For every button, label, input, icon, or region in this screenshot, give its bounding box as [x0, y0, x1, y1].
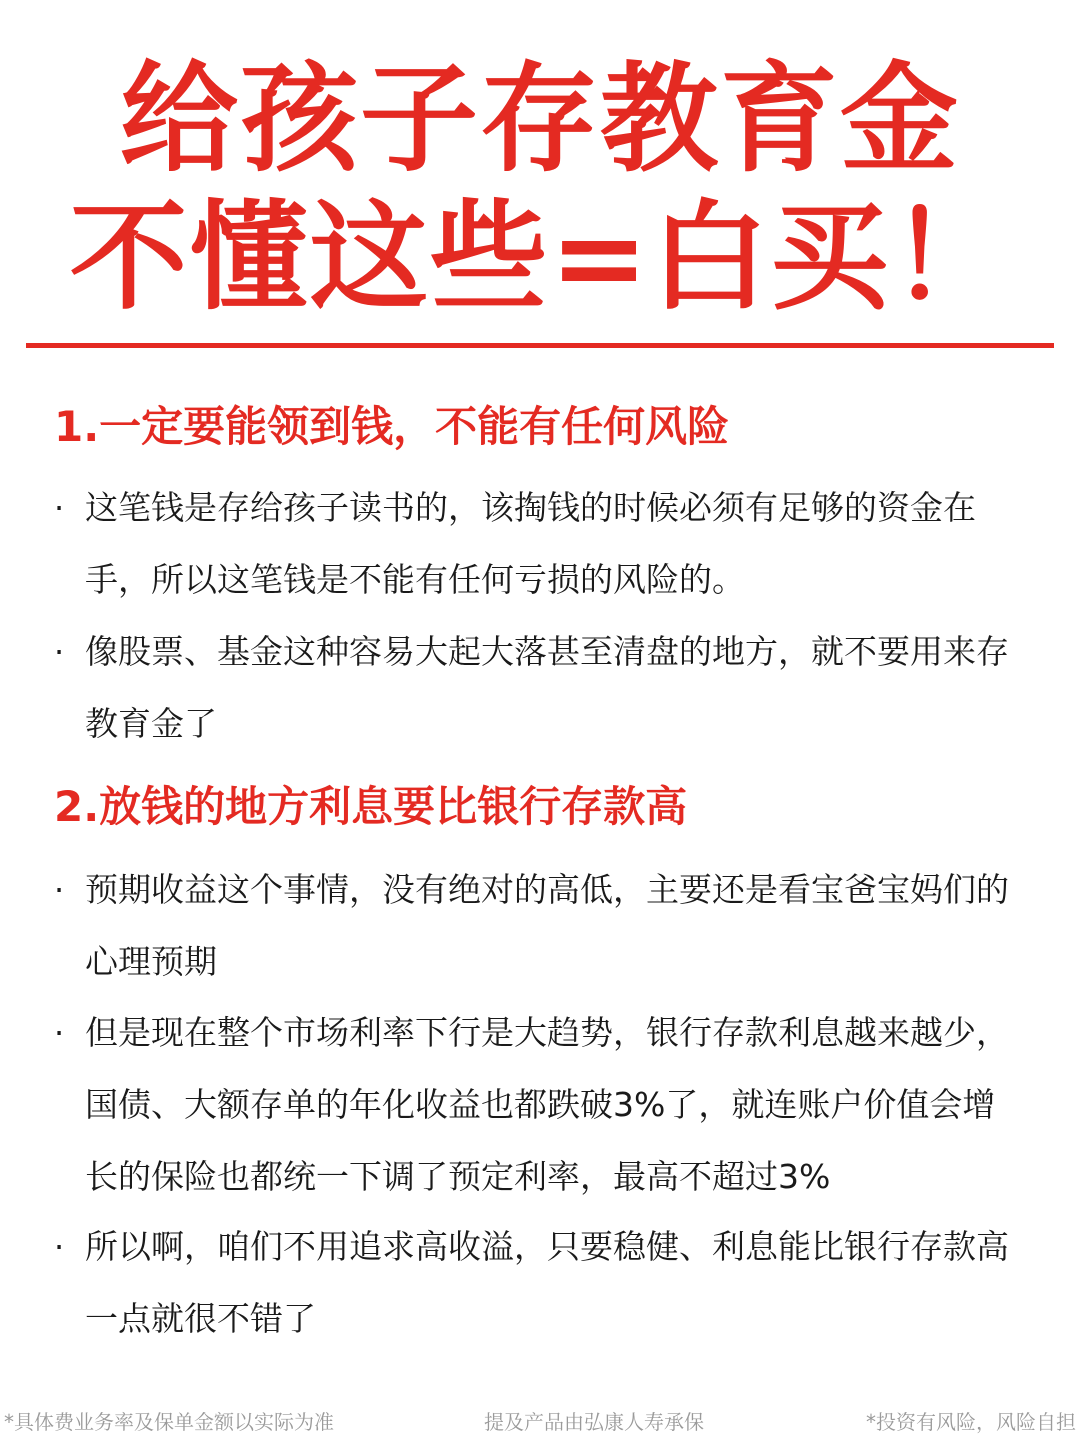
page-title-line-2: 不懂这些=白买！ — [69, 188, 1011, 326]
footer-underwriter-note: 提及产品由弘康人寿承保 — [484, 1410, 704, 1434]
footer-risk-warning: *投资有风险，风险自担 — [866, 1410, 1076, 1434]
page-title-line-1: 给孩子存教育金 — [119, 50, 960, 188]
list-item — [54, 472, 1014, 616]
bullet-marker: · — [54, 1228, 65, 1266]
bullet-marker: · — [54, 633, 65, 671]
list-item — [54, 1211, 1014, 1355]
list-item — [54, 616, 1014, 760]
bullet-marker: · — [54, 489, 65, 527]
bullet-marker: · — [54, 871, 65, 909]
bullet-marker: · — [54, 1014, 65, 1052]
section-heading-2: 2.放钱的地方利息要比银行存款高 — [54, 782, 688, 831]
list-item — [54, 997, 1014, 1213]
list-item-text: 预期收益这个事情，没有绝对的高低，主要还是看宝爸宝妈们的心理预期 — [85, 870, 1009, 981]
list-item — [54, 854, 1014, 998]
title-divider — [26, 343, 1054, 348]
list-item-text: 但是现在整个市场利率下行是大趋势，银行存款利息越来越少，国债、大额存单的年化收益也都跌破3%了，就连账户价值会增长的保险也都统一下调了预定利率，最高不超过3% — [85, 1013, 1009, 1196]
list-item-text: 所以啊，咱们不用追求高收溢，只要稳健、利息能比银行存款高一点就很不错了 — [85, 1227, 1009, 1338]
list-item-text: 这笔钱是存给孩子读书的，该掏钱的时候必须有足够的资金在手，所以这笔钱是不能有任何亏损的风险的。 — [85, 488, 976, 599]
footer-disclaimer-fees: *具体费业务率及保单金额以实际为准 — [4, 1410, 334, 1434]
list-item-text: 像股票、基金这种容易大起大落甚至清盘的地方，就不要用来存教育金了 — [85, 632, 1009, 743]
section-heading-1: 1.一定要能领到钱，不能有任何风险 — [54, 402, 730, 451]
